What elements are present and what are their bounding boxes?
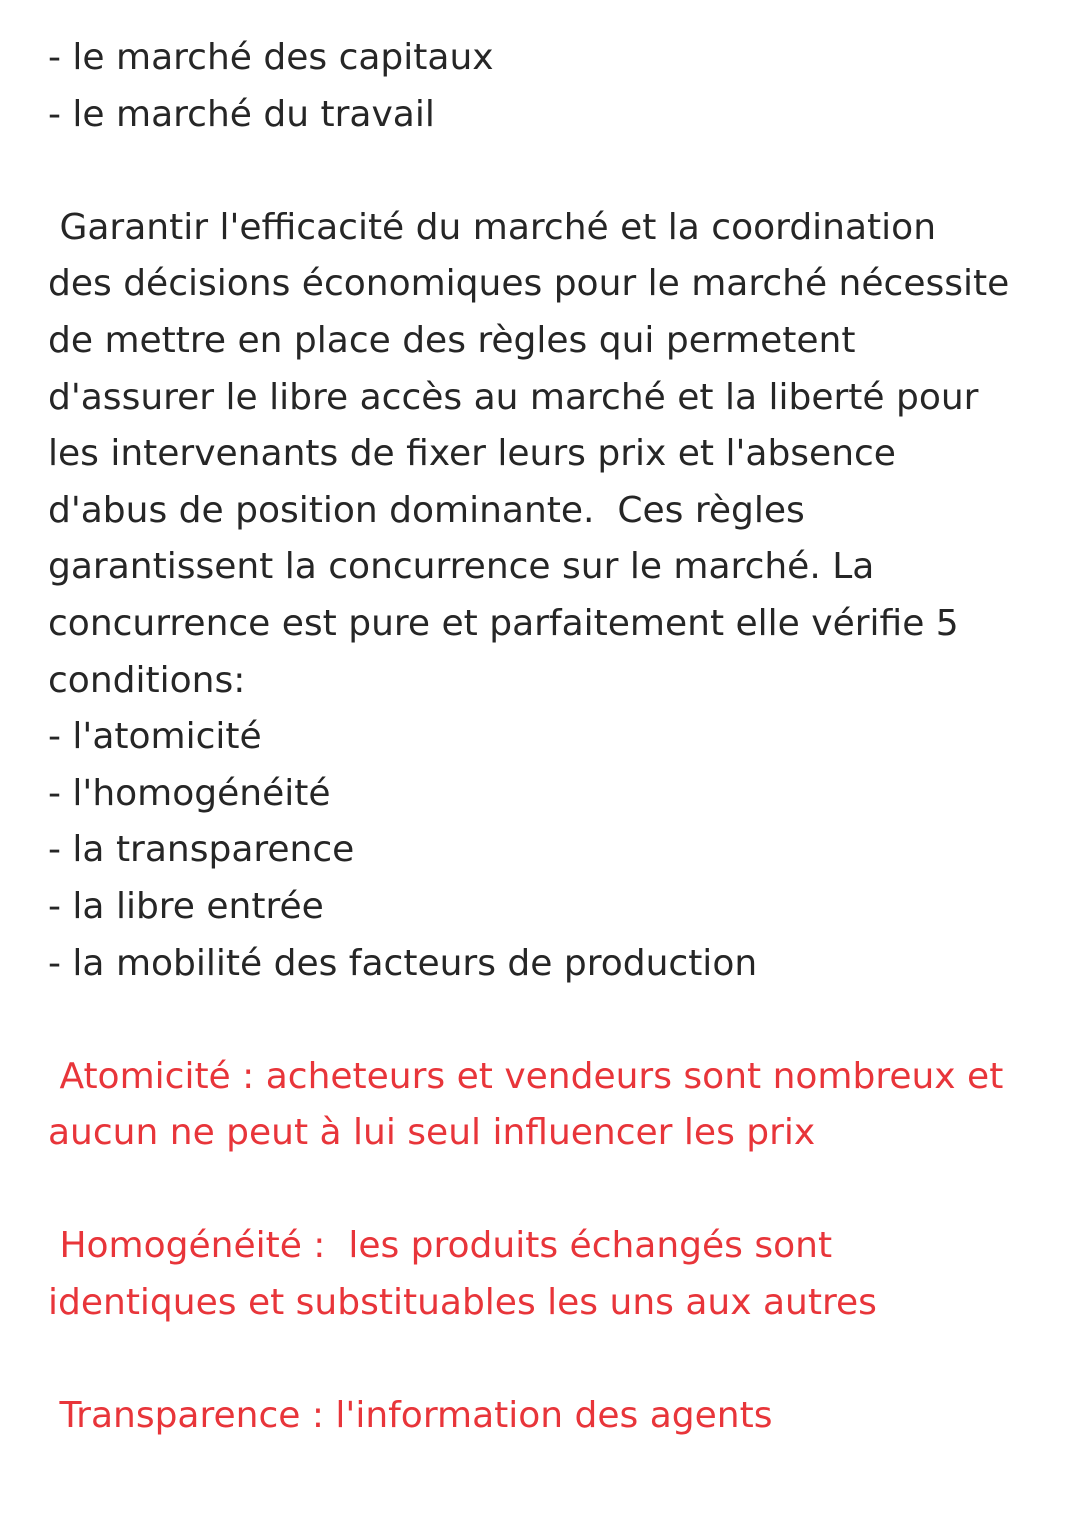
paragraph-line: d'abus de position dominante. Ces règles [48,489,805,531]
definition-line: Atomicité : acheteurs et vendeurs sont nombreux et [48,1055,1004,1097]
paragraph-line: les intervenants de fixer leurs prix et l'absence [48,433,896,475]
market-list [48,30,1048,143]
note-page [48,0,1048,1445]
spacer [48,1162,1048,1219]
list-item-capital-market: - le marché des capitaux [48,37,494,78]
condition-item-transparency: - la transparence [48,829,355,871]
top-spacer [48,0,1048,30]
spacer [48,143,1048,200]
spacer [48,992,1048,1049]
paragraph-line: conditions: [48,659,246,701]
definition-transparency [48,1388,1048,1445]
paragraph-line: des décisions économiques pour le marché nécessite [48,263,1010,305]
definition-line: identiques et substituables les uns aux autres [48,1282,877,1324]
condition-item-homogeneity: - l'homogénéité [48,772,331,814]
condition-item-atomicity: - l'atomicité [48,716,262,758]
definition-homogeneity [48,1218,1048,1331]
paragraph-line: concurrence est pure et parfaitement elle vérifie 5 [48,602,959,644]
list-item-labor-market: - le marché du travail [48,93,435,135]
paragraph-line: Garantir l'efficacité du marché et la coordination [48,206,937,248]
main-paragraph [48,200,1048,709]
paragraph-line: garantissent la concurrence sur le marché. La [48,546,875,588]
definition-line: Homogénéité : les produits échangés sont [48,1225,833,1267]
paragraph-line: de mettre en place des règles qui permetent [48,319,856,361]
definition-line: aucun ne peut à lui seul influencer les prix [48,1112,816,1154]
definition-atomicity [48,1049,1048,1162]
condition-item-mobility: - la mobilité des facteurs de production [48,942,758,984]
paragraph-line: d'assurer le libre accès au marché et la liberté pour [48,376,979,418]
spacer [48,1332,1048,1389]
conditions-list [48,709,1048,992]
condition-item-free-entry: - la libre entrée [48,885,324,927]
definition-line: Transparence : l'information des agents [48,1395,773,1437]
